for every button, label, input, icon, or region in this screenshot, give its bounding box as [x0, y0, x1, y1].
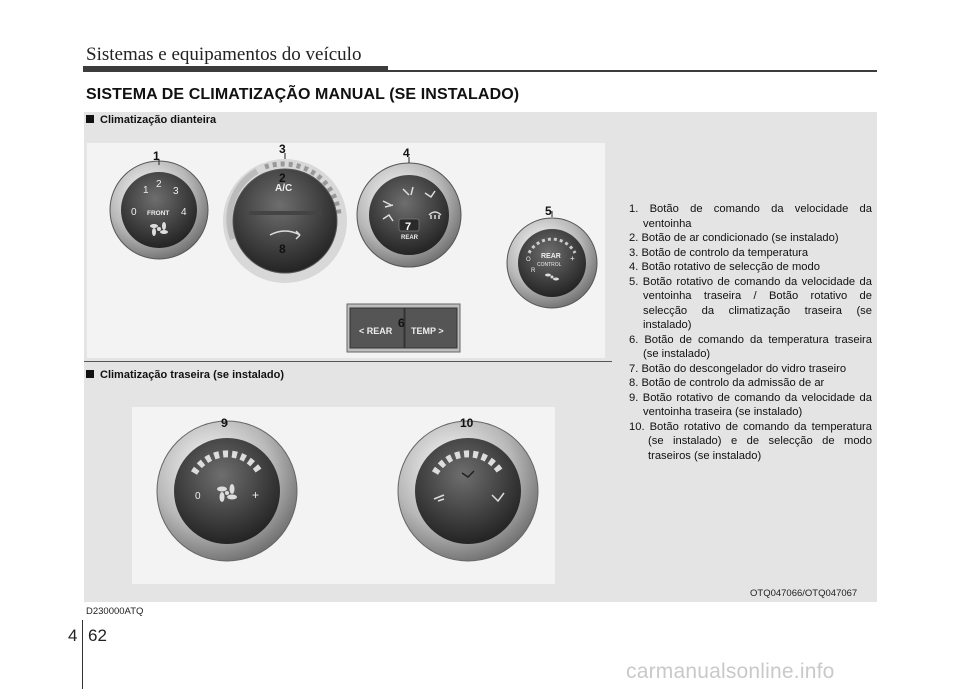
- rear-temp-mode-knob: [398, 421, 538, 561]
- callout-2: [279, 171, 286, 185]
- legend-item-1: 1. Botão de comando da velocidade da ventoinha: [629, 203, 872, 230]
- rear-control-o: O: [526, 257, 531, 263]
- rear-fan-speed-knob: [157, 421, 297, 561]
- legend-item-8: 8. Botão de controlo da admissão de ar: [629, 377, 825, 389]
- rear-temp-left-label: < REAR: [359, 326, 393, 336]
- image-code: OTQ047066/OTQ047067: [750, 588, 858, 599]
- rear-fan-zero: 0: [195, 491, 201, 502]
- fan-speed-knob: [110, 161, 208, 259]
- legend-item-4: 4. Botão rotativo de selecção de modo: [629, 261, 820, 273]
- legend-item-2: 2. Botão de ar condicionado (se instalado): [629, 232, 839, 244]
- callout-3: [279, 143, 286, 159]
- svg-text:10: 10: [460, 416, 474, 430]
- rear-control-knob: [507, 218, 597, 308]
- fan-pos-2: 2: [156, 179, 162, 190]
- legend-item-3: 3. Botão de controlo da temperatura: [629, 246, 809, 259]
- callout-9: [221, 416, 228, 430]
- front-caption: Climatização dianteira: [86, 114, 216, 126]
- legend-list: [629, 202, 872, 463]
- watermark: carmanualsonline.info: [626, 660, 835, 683]
- svg-text:3: 3: [279, 143, 286, 156]
- section-title: SISTEMA DE CLIMATIZAÇÃO MANUAL (SE INSTALADO): [86, 86, 520, 103]
- doc-code: D230000ATQ: [86, 606, 144, 617]
- legend-item-7: 7. Botão do descongelador do vidro traseiro: [629, 362, 847, 375]
- rear-control-r: R: [531, 268, 536, 274]
- callout-1: [153, 149, 160, 165]
- callout-6: [398, 316, 405, 330]
- rear-caption: Climatização traseira (se instalado): [86, 369, 284, 381]
- callout-10: [460, 416, 474, 430]
- footer-divider: [82, 620, 83, 689]
- legend-item-9: 9. Botão rotativo de comando da velocidade da ventoinha traseira (se instalado): [629, 391, 872, 418]
- chapter-number: 4: [68, 626, 78, 645]
- page-number: 62: [88, 626, 107, 645]
- front-controls-illustration: [87, 143, 605, 358]
- fan-pos-3: 3: [173, 186, 179, 197]
- callout-8: [279, 242, 286, 256]
- callout-5: [545, 204, 552, 218]
- header-rule-thin: [388, 70, 877, 72]
- legend-item-10: 10. Botão rotativo de comando da temperatura (se instalado) e de selecção de modo traseiros (se instalado): [629, 420, 872, 462]
- svg-text:2: 2: [279, 171, 286, 185]
- callout-4: [403, 146, 410, 163]
- front-label: FRONT: [147, 210, 170, 217]
- rear-temp-right-label: TEMP >: [411, 326, 444, 336]
- svg-text:9: 9: [221, 416, 228, 430]
- fan-pos-0: 0: [131, 207, 137, 218]
- rear-controls-illustration: [132, 407, 555, 584]
- rear-control-sublabel: CONTROL: [537, 262, 562, 268]
- legend-item-6: 6. Botão de comando da temperatura traseira (se instalado): [629, 333, 872, 360]
- ac-label: A/C: [275, 183, 293, 194]
- fan-pos-4: 4: [181, 207, 187, 218]
- mode-knob: [357, 163, 461, 267]
- svg-text:5: 5: [545, 204, 552, 218]
- rear-control-label: REAR: [541, 253, 561, 260]
- callout-7: [405, 221, 411, 233]
- svg-text:6: 6: [398, 316, 405, 330]
- svg-text:4: 4: [403, 146, 410, 160]
- legend-item-5: 5. Botão rotativo de comando da velocidade da ventoinha traseira / Botão rotativo de selecção da climatização traseira (se instalado): [629, 275, 872, 331]
- fan-pos-1: 1: [143, 185, 149, 196]
- rear-control-plus: +: [570, 254, 575, 263]
- rear-defrost-button-label: REAR: [401, 235, 419, 241]
- svg-text:1: 1: [153, 149, 160, 163]
- running-header: Sistemas e equipamentos do veículo: [86, 44, 362, 65]
- svg-text:7: 7: [405, 221, 412, 233]
- figure-divider: [84, 361, 612, 362]
- rear-fan-plus: +: [252, 488, 260, 502]
- header-rule-thick: [83, 66, 388, 72]
- svg-text:8: 8: [279, 242, 286, 256]
